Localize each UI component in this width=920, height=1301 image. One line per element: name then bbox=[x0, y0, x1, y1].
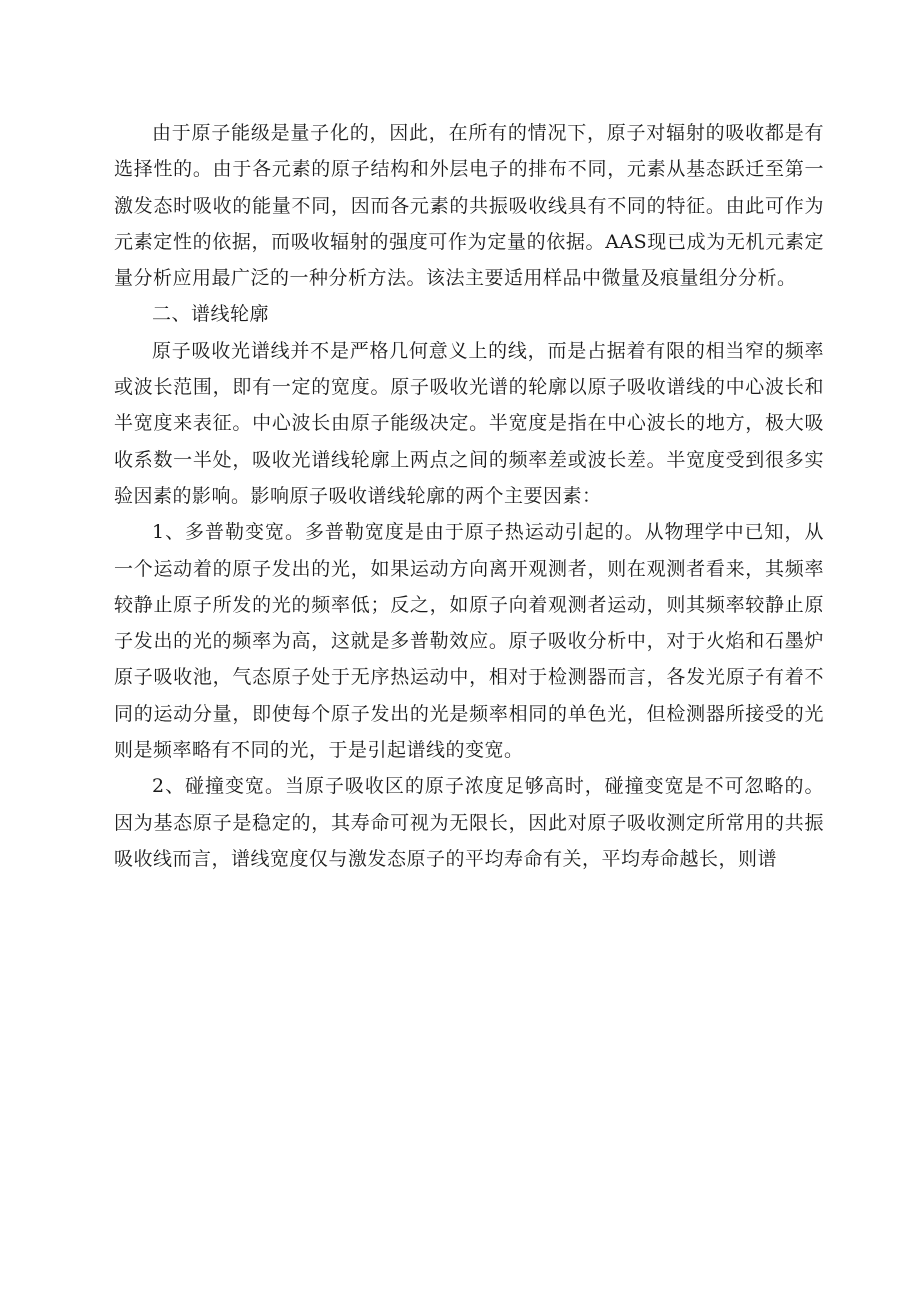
section-heading-line-profile: 二、谱线轮廓 bbox=[152, 303, 270, 326]
paragraph-line-profile: 原子吸收光谱线并不是严格几何意义上的线，而是占据着有限的相当窄的频率或波长范围，即有一定的宽度。原子吸收光谱的轮廓以原子吸收谱线的中心波长和半宽度来表征。中心波长由原子能级决定。半宽度是指在中心波长的地方，极大吸收系数一半处，吸收光谱线轮廓上两点之间的频率差或波长差。半宽度受到很多实验因素的影响。影响原子吸收谱线轮廓的两个主要因素： bbox=[114, 339, 824, 507]
paragraph-doppler-broadening: 1、多普勒变宽。多普勒宽度是由于原子热运动引起的。从物理学中已知，从一个运动着的原子发出的光，如果运动方向离开观测者，则在观测者看来，其频率较静止原子所发的光的频率低；反之，如原子向着观测者运动，则其频率较静止原子发出的光的频率为高，这就是多普勒效应。原子吸收分析中，对于火焰和石墨炉原子吸收池，气态原子处于无序热运动中，相对于检测器而言，各发光原子有着不同的运动分量，即使每个原子发出的光是频率相同的单色光，但检测器所接受的光则是频率略有不同的光，于是引起谱线的变宽。 bbox=[114, 521, 824, 762]
paragraph-collision-broadening: 2、碰撞变宽。当原子吸收区的原子浓度足够高时，碰撞变宽是不可忽略的。因为基态原子是稳定的，其寿命可视为无限长，因此对原子吸收测定所常用的共振吸收线而言，谱线宽度仅与激发态原子的平均寿命有关，平均寿命越长，则谱 bbox=[114, 775, 824, 870]
paragraph-selective-absorption: 由于原子能级是量子化的，因此，在所有的情况下，原子对辐射的吸收都是有选择性的。由于各元素的原子结构和外层电子的排布不同，元素从基态跃迁至第一激发态时吸收的能量不同，因而各元素的共振吸收线具有不同的特征。由此可作为元素定性的依据，而吸收辐射的强度可作为定量的依据。AAS现已成为无机元素定量分析应用最广泛的一种分析方法。该法主要适用样品中微量及痕量组分分析。 bbox=[114, 122, 824, 290]
document-body bbox=[114, 115, 824, 877]
